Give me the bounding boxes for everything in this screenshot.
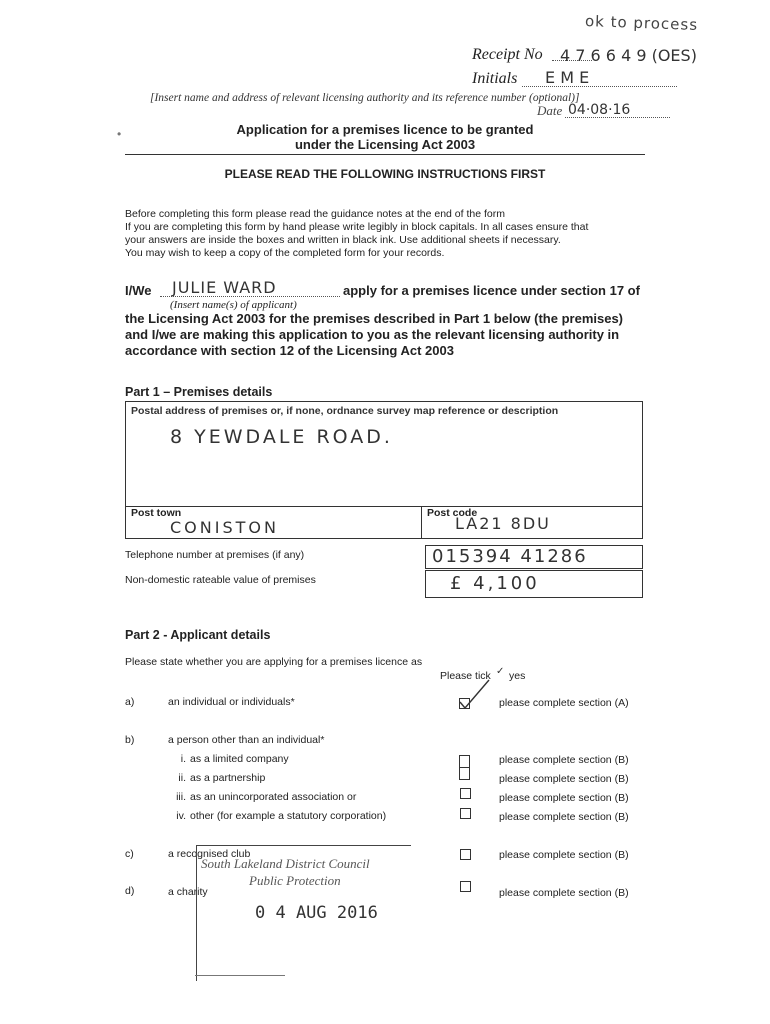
row-text: as an unincorporated association or: [190, 791, 357, 803]
post-code-value: LA21 8DU: [455, 514, 551, 533]
date-dots: [565, 117, 670, 118]
applicant-suffix: apply for a premises licence under section 17 of: [343, 283, 640, 298]
row-letter: b): [125, 734, 135, 746]
town-code-divider: [421, 506, 422, 539]
other-statutory-checkbox[interactable]: [460, 808, 471, 819]
please-tick-label: Please tick: [440, 670, 491, 682]
address-label: Postal address of premises or, if none, ordnance survey map reference or description: [131, 405, 559, 417]
row-action: please complete section (B): [499, 887, 629, 899]
address-value: 8 YEWDALE ROAD.: [170, 426, 393, 448]
row-letter: d): [125, 885, 135, 897]
receipt-value: 4 7 6 6 4 9 (OES): [560, 46, 697, 65]
row-text: as a limited company: [190, 753, 289, 765]
title-line-1: Application for a premises licence to be granted: [236, 122, 534, 137]
row-text: a recognised club: [168, 848, 251, 860]
instructions-block: [125, 208, 588, 260]
unincorporated-association-checkbox[interactable]: [460, 788, 471, 799]
row-action: please complete section (B): [499, 811, 629, 823]
row-letter: i.: [180, 753, 186, 765]
address-divider: [125, 506, 643, 507]
row-text: an individual or individuals*: [168, 696, 295, 708]
part2-heading: Part 2 - Applicant details: [125, 628, 271, 642]
row-letter: a): [125, 696, 135, 708]
statement-block: [125, 311, 623, 359]
date-value: 04·08·16: [568, 102, 631, 118]
rateable-label: Non-domestic rateable value of premises: [125, 574, 316, 586]
ok-to-process-note: ok to process: [584, 12, 699, 34]
stamp-dept: Public Protection: [249, 873, 341, 888]
instruction-line: Before completing this form please read the guidance notes at the end of the form: [125, 208, 505, 220]
part2-intro: Please state whether you are applying for a premises licence as: [125, 656, 423, 668]
charity-checkbox[interactable]: [460, 881, 471, 892]
tick-mark-icon: ✓: [496, 666, 505, 677]
date-label: Date: [537, 103, 563, 118]
recognised-club-checkbox[interactable]: [460, 849, 471, 860]
applicant-prefix: I/We: [125, 283, 152, 298]
received-stamp: [196, 845, 411, 981]
rateable-value: £ 4,100: [450, 573, 540, 594]
applicant-name: JULIE WARD: [172, 278, 277, 297]
row-action: please complete section (B): [499, 792, 629, 804]
row-text: a person other than an individual*: [168, 734, 325, 746]
row-action: please complete section (B): [499, 849, 629, 861]
post-town-value: CONISTON: [170, 518, 279, 537]
instruction-line: You may wish to keep a copy of the completed form for your records.: [125, 247, 445, 259]
row-letter: iii.: [176, 791, 186, 803]
telephone-value: 015394 41286: [432, 546, 588, 567]
hand-tick-icon: [455, 674, 495, 714]
form-title: [125, 122, 645, 152]
title-rule: [125, 154, 645, 155]
receipt-label: Receipt No: [472, 46, 543, 63]
yes-label: yes: [509, 670, 526, 682]
stamp-date: 0 4 AUG 2016: [255, 903, 378, 923]
row-letter: iv.: [176, 810, 186, 822]
statement-line: the Licensing Act 2003 for the premises described in Part 1 below (the premises): [125, 311, 624, 326]
insert-names-note: (Insert name(s) of applicant): [170, 299, 297, 311]
post-town-label: Post town: [131, 507, 182, 519]
telephone-label: Telephone number at premises (if any): [125, 549, 305, 561]
row-action: please complete section (B): [499, 773, 629, 785]
instruction-line: your answers are inside the boxes and written in black ink. Use additional sheets if necessary.: [125, 234, 561, 246]
row-text: other (for example a statutory corporation): [190, 810, 387, 822]
stamp-bottom-rule: [195, 975, 285, 976]
initials-value: E M E: [545, 68, 590, 87]
instructions-heading: PLEASE READ THE FOLLOWING INSTRUCTIONS FIRST: [224, 167, 546, 181]
post-code-label: Post code: [427, 507, 478, 519]
row-action: please complete section (A): [499, 697, 629, 709]
statement-line: and I/we are making this application to you as the relevant licensing authority in: [125, 327, 620, 342]
row-text: as a partnership: [190, 772, 266, 784]
authority-note: [Insert name and address of relevant licensing authority and its reference number (optional)]: [150, 92, 580, 104]
row-letter: c): [125, 848, 134, 860]
statement-line: accordance with section 12 of the Licensing Act 2003: [125, 343, 454, 358]
title-line-2: under the Licensing Act 2003: [294, 137, 476, 152]
instruction-line: If you are completing this form by hand please write legibly in block capitals. In all cases ensure that: [125, 221, 589, 233]
row-text: a charity: [168, 886, 208, 898]
stamp-council: South Lakeland District Council: [201, 856, 370, 871]
row-letter: ii.: [178, 772, 186, 784]
partnership-checkbox[interactable]: [459, 767, 470, 780]
row-action: please complete section (B): [499, 754, 629, 766]
bullet-mark: •: [117, 127, 122, 141]
initials-label: Initials: [472, 70, 518, 87]
part1-heading: Part 1 – Premises details: [125, 385, 273, 399]
